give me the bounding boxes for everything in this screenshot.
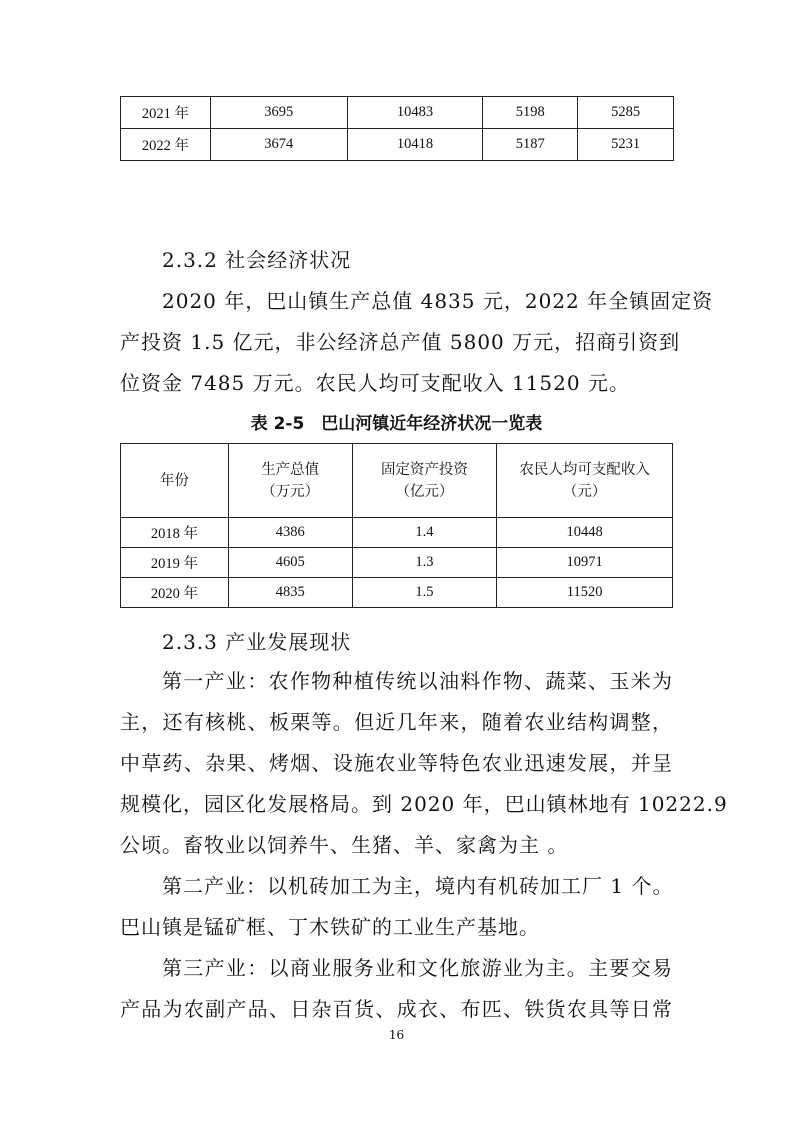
paragraph-line: 规模化，园区化发展格局。到 2020 年，巴山镇林地有 10222.9 xyxy=(120,792,728,816)
table-cell: 4386 xyxy=(228,518,352,548)
paragraph-line: 产品为农副产品、日杂百货、成衣、布匹、铁货农具等日常 xyxy=(120,997,673,1021)
page-number: 16 xyxy=(388,1028,405,1042)
table-row xyxy=(121,97,674,129)
paragraph-line: 巴山镇是锰矿框、丁木铁矿的工业生产基地。 xyxy=(120,915,540,939)
paragraph-line: 位资金 7485 万元。农民人均可支配收入 11520 元。 xyxy=(120,371,630,395)
table-cell: 5198 xyxy=(483,97,578,129)
economy-table xyxy=(120,443,673,608)
table-row xyxy=(121,129,674,161)
paragraph-line: 第三产业：以商业服务业和文化旅游业为主。主要交易 xyxy=(162,956,673,980)
paragraph-line: 中草药、杂果、烤烟、设施农业等特色农业迅速发展，并呈 xyxy=(120,751,673,775)
table-cell: 1.3 xyxy=(352,548,497,578)
paragraph-line: 公顷。畜牧业以饲养牛、生猪、羊、家禽为主 。 xyxy=(120,833,569,857)
column-header-year: 年份 xyxy=(121,444,229,518)
table-cell: 2022 年 xyxy=(121,129,211,161)
table-cell: 1.5 xyxy=(352,578,497,608)
table-cell: 10971 xyxy=(497,548,673,578)
paragraph-line: 第二产业：以机砖加工为主，境内有机砖加工厂 1 个。 xyxy=(162,874,674,898)
table-cell: 10483 xyxy=(347,97,483,129)
table-cell: 4835 xyxy=(228,578,352,608)
table-header-row xyxy=(121,444,673,518)
continued-data-table xyxy=(120,96,674,161)
table-cell: 2018 年 xyxy=(121,518,229,548)
table-cell: 5187 xyxy=(483,129,578,161)
table-cell: 10448 xyxy=(497,518,673,548)
table-caption: 表 2-5 巴山河镇近年经济状况一览表 xyxy=(250,414,543,434)
table-cell: 11520 xyxy=(497,578,673,608)
column-header-gdp: 生产总值 （万元） xyxy=(228,444,352,518)
paragraph-line: 主，还有核桃、板栗等。但近几年来，随着农业结构调整， xyxy=(120,710,673,734)
paragraph-line: 2020 年，巴山镇生产总值 4835 元，2022 年全镇固定资 xyxy=(162,289,714,313)
table-cell: 2019 年 xyxy=(121,548,229,578)
table-cell: 4605 xyxy=(228,548,352,578)
table-row xyxy=(121,578,673,608)
paragraph-line: 第一产业：农作物种植传统以油料作物、蔬菜、玉米为 xyxy=(162,669,673,693)
column-header-investment: 固定资产投资 （亿元） xyxy=(352,444,497,518)
table-cell: 5231 xyxy=(578,129,674,161)
paragraph-line: 产投资 1.5 亿元，非公经济总产值 5800 万元，招商引资到 xyxy=(120,330,681,354)
table-cell: 5285 xyxy=(578,97,674,129)
table-row xyxy=(121,548,673,578)
table-cell: 1.4 xyxy=(352,518,497,548)
table-cell: 2021 年 xyxy=(121,97,211,129)
table-cell: 3695 xyxy=(210,97,347,129)
column-header-income: 农民人均可支配收入 （元） xyxy=(497,444,673,518)
table-cell: 3674 xyxy=(210,129,347,161)
table-cell: 2020 年 xyxy=(121,578,229,608)
section-heading-232: 2.3.2 社会经济状况 xyxy=(162,248,352,272)
table-row xyxy=(121,518,673,548)
section-heading-233: 2.3.3 产业发展现状 xyxy=(162,630,352,654)
table-cell: 10418 xyxy=(347,129,483,161)
